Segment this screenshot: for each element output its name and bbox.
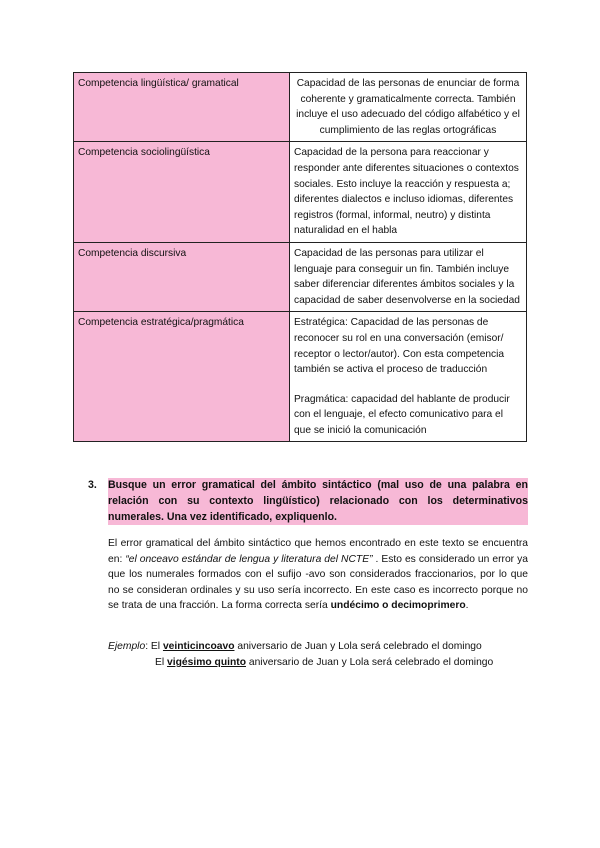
table-row: [74, 242, 527, 311]
example-text: El: [155, 657, 168, 668]
example-text: : El: [145, 641, 163, 652]
example-label: Ejemplo: [108, 641, 146, 652]
correct-keyword: vigésimo quinto: [167, 657, 246, 668]
pragmatic-definition: Pragmática: capacidad del hablante de producir con el lenguaje, el efecto comunicativo para el que se inició la comunicación: [294, 393, 510, 436]
table-row: [74, 73, 527, 142]
table-row: [74, 142, 527, 243]
answer-paragraph: [108, 536, 528, 614]
example-line-1: [108, 639, 482, 655]
term-cell: Competencia lingüística/ gramatical: [74, 73, 290, 142]
answer-text: . Esto es considerado un error ya que los numerales formados con el sufijo -avo son considerados fraccionarios, por lo que no se consideran ordinales y su uso sería incorrecto. En este caso es incorrecto porque no se trata de una fracción. La forma correcta sería: [108, 553, 528, 612]
definition-cell: Capacidad de las personas para utilizar el lenguaje para conseguir un fin. También incluye saber diferenciar diferentes ámbitos sociales y la capacidad de saber desenvolverse en la sociedad: [290, 242, 527, 311]
example-text: aniversario de Juan y Lola será celebrado el domingo: [245, 657, 494, 668]
definition-cell: [290, 312, 527, 442]
term-cell: Competencia discursiva: [74, 242, 290, 311]
answer-text: El error gramatical del ámbito sintáctico que hemos encontrado en este texto se encuentra en:: [108, 538, 528, 565]
quoted-error: “el onceavo estándar de lengua y literatura del NCTE”: [125, 553, 373, 565]
definition-cell: Capacidad de la persona para reaccionar y responder ante diferentes situaciones o contextos sociales. Esto incluye la reacción y respuesta a; diferentes dialectos e incluso idiomas, diferentes registros (formal, informal, neutro) y distinta naturalidad en el habla: [290, 142, 527, 243]
correct-form: undécimo o decimoprimero: [330, 600, 466, 612]
example-line-2: [155, 655, 493, 671]
incorrect-keyword: veinticincoavo: [162, 641, 235, 652]
term-cell: Competencia estratégica/pragmática: [74, 312, 290, 442]
term-cell: Competencia sociolingüística: [74, 142, 290, 243]
question-number: 3.: [88, 479, 97, 491]
example-text: aniversario de Juan y Lola será celebrado el domingo: [234, 641, 482, 652]
question-text: Busque un error gramatical del ámbito sintáctico (mal uso de una palabra en relación con su contexto lingüístico) relacionado con los determinativos numerales. Una vez identificado, expliquenlo.: [108, 478, 528, 525]
competencies-table: [73, 72, 527, 442]
question-block: [88, 478, 528, 525]
answer-end: .: [465, 600, 469, 612]
strategic-definition: Estratégica: Capacidad de las personas de reconocer su rol en una conversación (emisor/ receptor o lector/autor). Con esta competencia también se activa el proceso de traducción: [294, 317, 505, 376]
table-row: [74, 312, 527, 442]
definition-cell: Capacidad de las personas de enunciar de forma coherente y gramaticalmente correcta. También incluye el uso adecuado del código alfabético y el cumplimiento de las reglas ortográficas: [290, 73, 527, 142]
